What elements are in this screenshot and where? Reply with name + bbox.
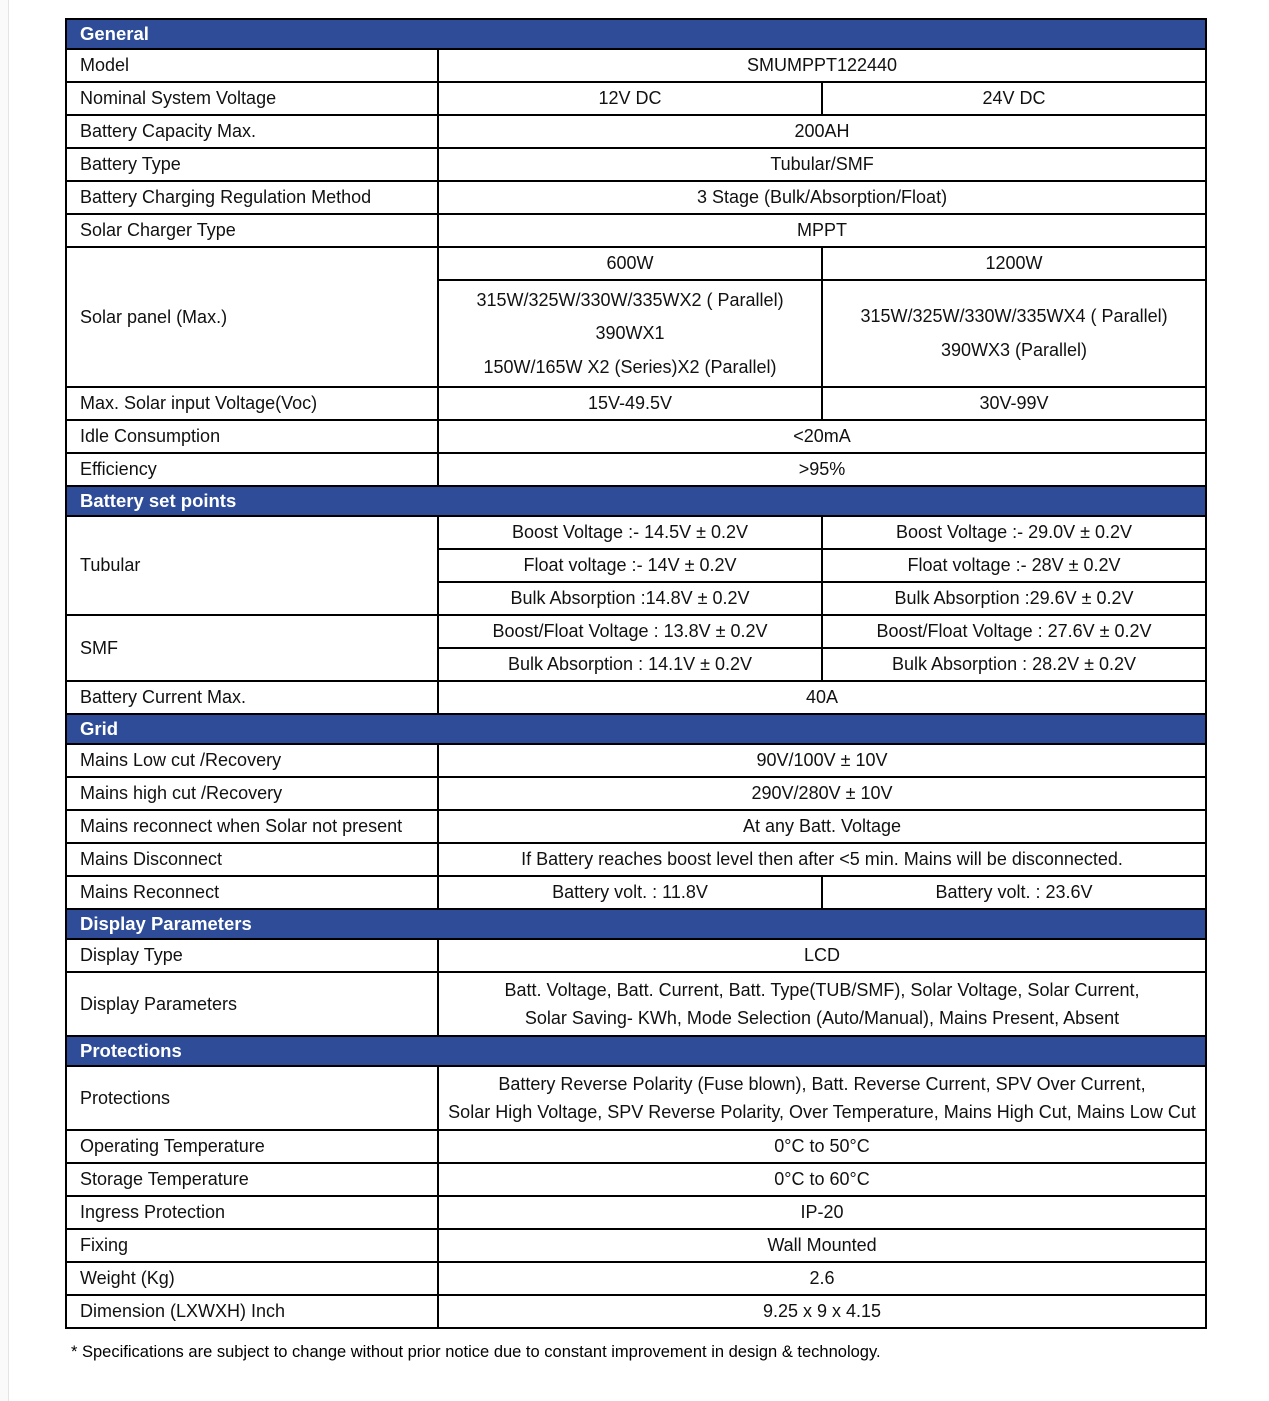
row-dimension [66,1295,1206,1328]
section-header-grid: Grid [66,714,1206,744]
row-mains-low-cut [66,744,1206,777]
section-header-protections: Protections [66,1036,1206,1066]
value-fixing: Wall Mounted [438,1229,1206,1262]
row-weight [66,1262,1206,1295]
label-weight: Weight (Kg) [66,1262,438,1295]
row-fixing [66,1229,1206,1262]
value-max-solar-input-voltage-12v: 15V-49.5V [438,387,822,420]
row-solar-panel-power [66,247,1206,280]
value-smf-boost-float-12v: Boost/Float Voltage : 13.8V ± 0.2V [438,615,822,648]
label-max-solar-input-voltage: Max. Solar input Voltage(Voc) [66,387,438,420]
config-12v-line-3: 150W/165W X2 (Series)X2 (Parallel) [483,356,777,377]
row-display-type [66,939,1206,972]
label-smf: SMF [66,615,438,681]
value-tubular-float-24v: Float voltage :- 28V ± 0.2V [822,549,1206,582]
protections-line-1: Battery Reverse Polarity (Fuse blown), Batt. Reverse Current, SPV Over Current, [498,1074,1146,1095]
value-solar-panel-power-12v: 600W [438,247,822,280]
value-mains-reconnect-12v: Battery volt. : 11.8V [438,876,822,909]
spec-sheet [65,18,1205,1362]
label-battery-type: Battery Type [66,148,438,181]
section-row-display-parameters [66,909,1206,939]
row-battery-capacity-max [66,115,1206,148]
label-battery-current-max: Battery Current Max. [66,681,438,714]
label-display-type: Display Type [66,939,438,972]
section-row-general [66,19,1206,49]
row-battery-type [66,148,1206,181]
value-smf-boost-float-24v: Boost/Float Voltage : 27.6V ± 0.2V [822,615,1206,648]
label-ingress-protection: Ingress Protection [66,1196,438,1229]
value-battery-charging-regulation-method: 3 Stage (Bulk/Absorption/Float) [438,181,1206,214]
section-row-battery-set-points [66,486,1206,516]
value-storage-temperature: 0°C to 60°C [438,1163,1206,1196]
label-solar-panel-max: Solar panel (Max.) [66,247,438,387]
row-smf-boost-float [66,615,1206,648]
value-operating-temperature: 0°C to 50°C [438,1130,1206,1163]
label-mains-high-cut: Mains high cut /Recovery [66,777,438,810]
value-tubular-boost-24v: Boost Voltage :- 29.0V ± 0.2V [822,516,1206,549]
value-battery-current-max: 40A [438,681,1206,714]
value-display-parameters [438,972,1206,1036]
spec-table [65,18,1207,1329]
value-tubular-boost-12v: Boost Voltage :- 14.5V ± 0.2V [438,516,822,549]
value-solar-panel-config-24v [822,280,1206,387]
row-efficiency [66,453,1206,486]
row-max-solar-input-voltage [66,387,1206,420]
label-solar-charger-type: Solar Charger Type [66,214,438,247]
config-12v-line-2: 390WX1 [595,323,665,344]
value-protections [438,1066,1206,1130]
value-solar-charger-type: MPPT [438,214,1206,247]
value-mains-high-cut: 290V/280V ± 10V [438,777,1206,810]
config-24v-line-2: 390WX3 (Parallel) [940,339,1088,360]
row-mains-high-cut [66,777,1206,810]
row-nominal-system-voltage [66,82,1206,115]
value-nominal-voltage-24v: 24V DC [822,82,1206,115]
section-row-protections [66,1036,1206,1066]
value-mains-reconnect-no-solar: At any Batt. Voltage [438,810,1206,843]
value-tubular-bulk-12v: Bulk Absorption :14.8V ± 0.2V [438,582,822,615]
row-operating-temperature [66,1130,1206,1163]
row-protections [66,1066,1206,1130]
label-mains-disconnect: Mains Disconnect [66,843,438,876]
label-display-parameters: Display Parameters [66,972,438,1036]
label-battery-charging-regulation-method: Battery Charging Regulation Method [66,181,438,214]
value-efficiency: >95% [438,453,1206,486]
value-model: SMUMPPT122440 [438,49,1206,82]
label-model: Model [66,49,438,82]
footnote: * Specifications are subject to change without prior notice due to constant improvement in design & technology. [71,1343,881,1362]
value-display-type: LCD [438,939,1206,972]
row-mains-reconnect [66,876,1206,909]
label-nominal-system-voltage: Nominal System Voltage [66,82,438,115]
config-24v-line-1: 315W/325W/330W/335WX4 ( Parallel) [860,306,1168,327]
label-mains-low-cut: Mains Low cut /Recovery [66,744,438,777]
row-model [66,49,1206,82]
label-tubular: Tubular [66,516,438,615]
value-nominal-voltage-12v: 12V DC [438,82,822,115]
value-mains-low-cut: 90V/100V ± 10V [438,744,1206,777]
label-efficiency: Efficiency [66,453,438,486]
label-idle-consumption: Idle Consumption [66,420,438,453]
row-solar-charger-type [66,214,1206,247]
value-smf-bulk-12v: Bulk Absorption : 14.1V ± 0.2V [438,648,822,681]
row-mains-reconnect-no-solar [66,810,1206,843]
value-max-solar-input-voltage-24v: 30V-99V [822,387,1206,420]
value-ingress-protection: IP-20 [438,1196,1206,1229]
value-solar-panel-config-12v [438,280,822,387]
section-header-battery-set-points: Battery set points [66,486,1206,516]
value-weight: 2.6 [438,1262,1206,1295]
label-battery-capacity-max: Battery Capacity Max. [66,115,438,148]
row-idle-consumption [66,420,1206,453]
row-mains-disconnect [66,843,1206,876]
label-mains-reconnect: Mains Reconnect [66,876,438,909]
label-storage-temperature: Storage Temperature [66,1163,438,1196]
display-parameters-line-1: Batt. Voltage, Batt. Current, Batt. Type(TUB/SMF), Solar Voltage, Solar Current, [504,980,1140,1000]
row-battery-current-max [66,681,1206,714]
value-tubular-bulk-24v: Bulk Absorption :29.6V ± 0.2V [822,582,1206,615]
value-mains-reconnect-24v: Battery volt. : 23.6V [822,876,1206,909]
row-tubular-boost [66,516,1206,549]
row-ingress-protection [66,1196,1206,1229]
section-header-general: General [66,19,1206,49]
row-storage-temperature [66,1163,1206,1196]
label-protections: Protections [66,1066,438,1130]
label-operating-temperature: Operating Temperature [66,1130,438,1163]
label-fixing: Fixing [66,1229,438,1262]
section-row-grid [66,714,1206,744]
section-header-display-parameters: Display Parameters [66,909,1206,939]
value-idle-consumption: <20mA [438,420,1206,453]
value-tubular-float-12v: Float voltage :- 14V ± 0.2V [438,549,822,582]
protections-line-2: Solar High Voltage, SPV Reverse Polarity, Over Temperature, Mains High Cut, Mains Low Cut [448,1101,1196,1122]
row-display-parameters [66,972,1206,1036]
label-dimension: Dimension (LXWXH) Inch [66,1295,438,1328]
value-battery-capacity-max: 200AH [438,115,1206,148]
config-12v-line-1: 315W/325W/330W/335WX2 ( Parallel) [476,289,784,310]
display-parameters-line-2: Solar Saving- KWh, Mode Selection (Auto/Manual), Mains Present, Absent [524,1007,1120,1028]
value-mains-disconnect: If Battery reaches boost level then after <5 min. Mains will be disconnected. [438,843,1206,876]
row-battery-charging-regulation-method [66,181,1206,214]
value-solar-panel-power-24v: 1200W [822,247,1206,280]
page-edge-strip [0,0,9,1401]
value-battery-type: Tubular/SMF [438,148,1206,181]
label-mains-reconnect-no-solar: Mains reconnect when Solar not present [66,810,438,843]
value-smf-bulk-24v: Bulk Absorption : 28.2V ± 0.2V [822,648,1206,681]
value-dimension: 9.25 x 9 x 4.15 [438,1295,1206,1328]
